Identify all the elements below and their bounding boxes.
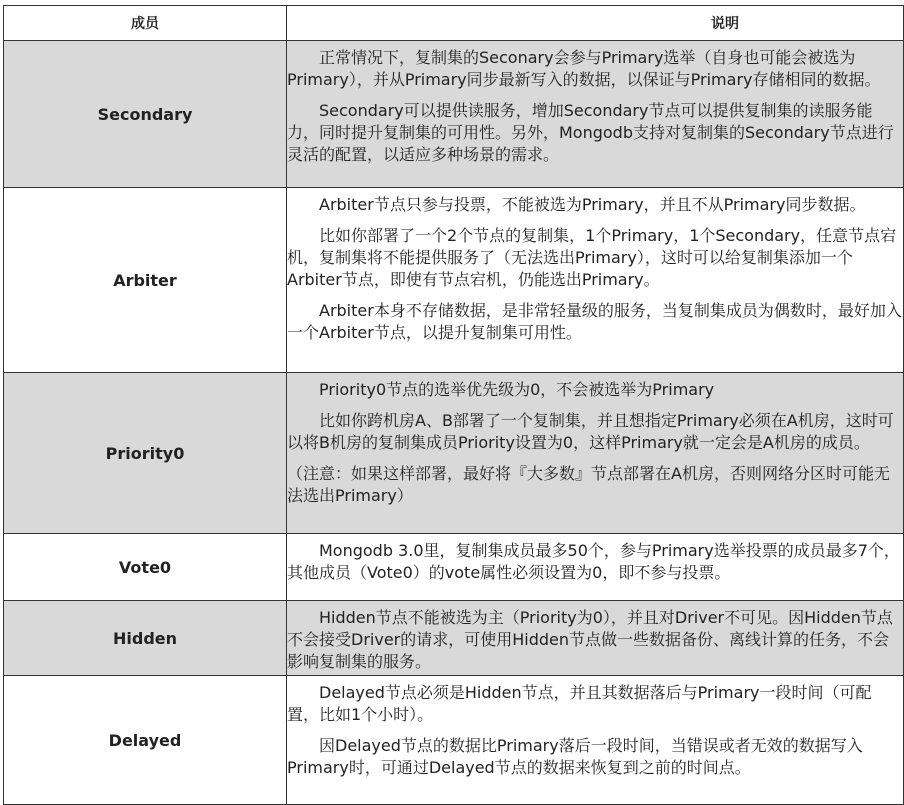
member-description — [287, 373, 904, 534]
description-paragraph: （注意：如果这样部署，最好将『大多数』节点部署在A机房，否则网络分区时可能无法选出Primary） — [287, 464, 890, 505]
description-paragraph: 因Delayed节点的数据比Primary落后一段时间，当错误或者无效的数据写入Primary时，可通过Delayed节点的数据来恢复到之前的时间点。 — [287, 736, 863, 777]
description-paragraph: 正常情况下，复制集的Seconary会参与Primary选举（自身也可能会被选为Primary），并从Primary同步最新写入的数据，以保证与Primary存储相同的数据。 — [287, 48, 881, 89]
member-name: Arbiter — [4, 188, 287, 373]
member-description — [287, 534, 904, 601]
member-description — [287, 41, 904, 188]
member-description — [287, 601, 904, 676]
member-name: Delayed — [4, 676, 287, 805]
description-paragraph: 比如你部署了一个2个节点的复制集，1个Primary，1个Secondary，任意节点宕机，复制集将不能提供服务了（无法选出Primary），这时可以给复制集添加一个Arbiter节点，即使有节点宕机，仍能选出Primary。 — [287, 226, 897, 289]
table-row-arbiter — [4, 188, 904, 373]
description-paragraph: Delayed节点必须是Hidden节点，并且其数据落后与Primary一段时间（可配置，比如1个小时）。 — [287, 683, 872, 724]
table-row-delayed — [4, 676, 904, 805]
description-paragraph: Arbiter本身不存储数据，是非常轻量级的服务，当复制集成员为偶数时，最好加入一个Arbiter节点，以提升复制集可用性。 — [287, 301, 902, 342]
table-row-vote0 — [4, 534, 904, 601]
table-row-hidden — [4, 601, 904, 676]
header-description — [287, 6, 904, 41]
table-header-row — [4, 6, 904, 41]
description-paragraph: Mongodb 3.0里，复制集成员最多50个，参与Primary选举投票的成员最多7个，其他成员（Vote0）的vote属性必须设置为0，即不参与投票。 — [287, 541, 900, 582]
header-description-label: 说明 — [711, 16, 739, 32]
table-row-priority0 — [4, 373, 904, 534]
member-description — [287, 188, 904, 373]
member-name: Hidden — [4, 601, 287, 676]
member-name: Priority0 — [4, 373, 287, 534]
member-name: Secondary — [4, 41, 287, 188]
description-paragraph: Arbiter节点只参与投票，不能被选为Primary，并且不从Primary同步数据。 — [319, 195, 866, 214]
header-member: 成员 — [4, 6, 287, 41]
description-paragraph: Hidden节点不能被选为主（Priority为0），并且对Driver不可见。因Hidden节点不会接受Driver的请求，可使用Hidden节点做一些数据备份、离线计算的任务，不会影响复制集的服务。 — [287, 608, 893, 671]
description-paragraph: Secondary可以提供读服务，增加Secondary节点可以提供复制集的读服务能力，同时提升复制集的可用性。另外，Mongodb支持对复制集的Secondary节点进行灵活的配置，以适应多种场景的需求。 — [287, 101, 894, 164]
table-row-secondary — [4, 41, 904, 188]
replica-set-members-table — [3, 5, 904, 805]
member-name: Vote0 — [4, 534, 287, 601]
description-paragraph: 比如你跨机房A、B部署了一个复制集，并且想指定Primary必须在A机房，这时可以将B机房的复制集成员Priority设置为0，这样Primary就一定会是A机房的成员。 — [287, 411, 894, 452]
description-paragraph: Priority0节点的选举优先级为0，不会被选举为Primary — [319, 380, 715, 399]
member-description — [287, 676, 904, 805]
